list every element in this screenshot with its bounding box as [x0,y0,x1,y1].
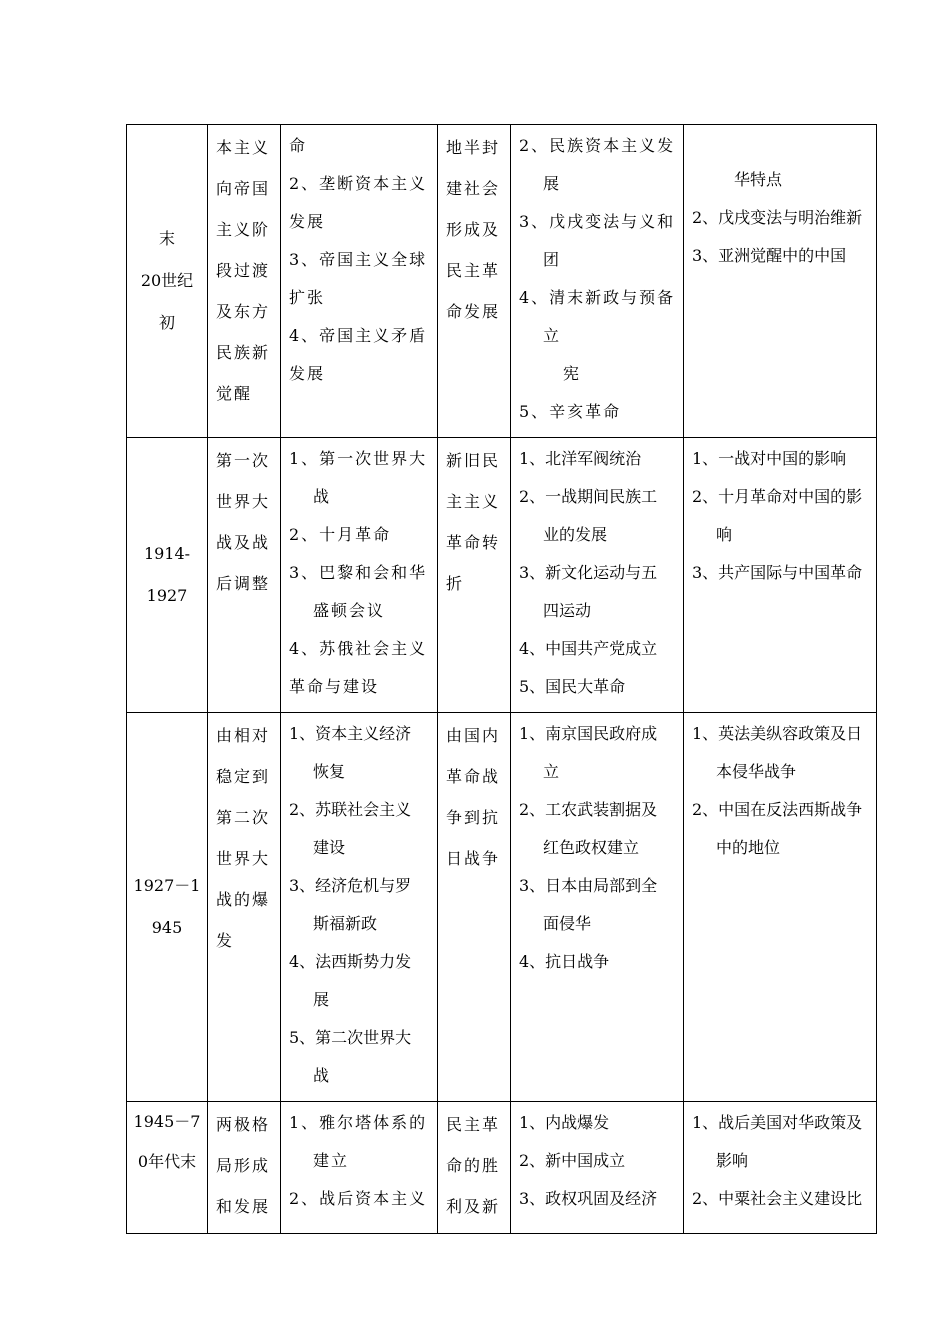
list-item: 4、苏俄社会主义 [289,639,428,658]
list-item: 1、资本主义经济 [289,724,412,743]
list-item: 1、北洋军阀统治 [519,449,642,468]
list-item: 立 [543,326,562,345]
china-items-cell [511,125,684,438]
list-item: 建立 [313,1151,350,1170]
stage-line: 主义阶 [216,220,271,239]
stage-line: 地半封 [446,138,501,157]
era-line: 1914- [143,544,191,563]
stage-line: 折 [446,574,465,593]
stage-line: 新旧民 [446,451,501,470]
list-item: 战 [313,487,332,506]
list-item: 3、巴黎和会和华 [289,563,428,582]
list-item: 2、民族资本主义发 [519,136,676,155]
list-item: 2、十月革命 [289,525,392,544]
stage-line: 发 [216,931,235,950]
era-cell [127,438,208,713]
table-row [127,713,877,1102]
list-item: 3、经济危机与罗 [289,876,412,895]
stage-line: 利及新 [446,1197,501,1216]
stage-line: 民族新 [216,343,271,362]
china-items-cell [511,713,684,1102]
list-item: 2、中国在反法西斯战争 [692,800,863,819]
stage-line: 向帝国 [216,179,271,198]
stage-line: 民主革 [446,261,501,280]
table-row [127,125,877,438]
list-item: 立 [543,762,560,781]
era-cell [127,125,208,438]
stage-line: 战及战 [216,533,271,552]
table-row [127,1102,877,1234]
era-cell [127,1102,208,1234]
china-stage-cell [438,1102,511,1234]
era-line: 初 [158,313,175,332]
world-stage-cell [208,438,281,713]
list-item: 华特点 [734,170,783,189]
list-item: 1、南京国民政府成 [519,724,658,743]
stage-line: 两极格 [216,1115,271,1134]
list-item: 发展 [289,212,326,231]
stage-line: 战的爆 [216,890,271,909]
list-item: 3、戊戌变法与义和 [519,212,676,231]
stage-line: 稳定到 [216,767,271,786]
stage-line: 建社会 [446,179,501,198]
list-item: 4、中国共产党成立 [519,639,658,658]
list-item: 4、法西斯势力发 [289,952,412,971]
list-item: 2、垄断资本主义 [289,174,428,193]
list-item: 5、国民大革命 [519,677,626,696]
era-line: 1927－1 [133,876,201,895]
stage-line: 命的胜 [446,1156,501,1175]
world-items-cell [281,438,438,713]
list-item: 2、十月革命对中国的影 [692,487,863,506]
stage-line: 局形成 [216,1156,271,1175]
list-item: 革命与建设 [289,677,380,696]
world-items-cell [281,713,438,1102]
list-item: 恢复 [313,762,346,781]
world-stage-cell [208,1102,281,1234]
list-item: 宪 [563,364,582,383]
china-stage-cell [438,713,511,1102]
list-item: 2、一战期间民族工 [519,487,658,506]
list-item: 3、政权巩固及经济 [519,1189,658,1208]
list-item: 2、中粟社会主义建设比 [692,1189,863,1208]
list-item: 展 [543,174,562,193]
history-outline-table [126,124,877,1234]
era-line: 945 [151,918,183,937]
era-line: 20世纪 [140,271,194,290]
list-item: 2、战后资本主义 [289,1189,428,1208]
list-item: 1、战后美国对华政策及 [692,1113,863,1132]
list-item: 中的地位 [716,838,781,857]
era-line: 末 [158,229,175,248]
stage-line: 第一次 [216,451,271,470]
list-item: 本侵华战争 [716,762,797,781]
list-item: 5、第二次世界大 [289,1028,412,1047]
china-stage-cell [438,125,511,438]
list-item: 3、日本由局部到全 [519,876,658,895]
stage-line: 世界大 [216,849,271,868]
stage-line: 形成及 [446,220,501,239]
world-items-cell [281,125,438,438]
stage-line: 世界大 [216,492,271,511]
stage-line: 日战争 [446,849,501,868]
stage-line: 后调整 [216,574,271,593]
stage-line: 革命转 [446,533,501,552]
list-item: 5、辛亥革命 [519,402,622,421]
world-stage-cell [208,125,281,438]
relations-cell [684,125,877,438]
list-item: 扩张 [289,288,326,307]
list-item: 盛顿会议 [313,601,386,620]
list-item: 命 [289,136,308,155]
relations-cell [684,713,877,1102]
era-line: 1927 [146,586,188,605]
list-item: 2、新中国成立 [519,1151,626,1170]
list-item: 展 [313,990,330,1009]
list-item: 3、帝国主义全球 [289,250,428,269]
relations-cell [684,438,877,713]
list-item: 响 [716,525,733,544]
list-item: 红色政权建立 [543,838,640,857]
list-item: 1、英法美纵容政策及日 [692,724,863,743]
stage-line: 觉醒 [216,384,253,403]
list-item: 3、亚洲觉醒中的中国 [692,246,847,265]
list-item: 影响 [716,1151,749,1170]
china-stage-cell [438,438,511,713]
stage-line: 本主义 [216,138,271,157]
list-item: 2、戊戌变法与明治维新 [692,208,863,227]
stage-line: 由相对 [216,726,271,745]
stage-line: 主主义 [446,492,501,511]
world-items-cell [281,1102,438,1234]
list-item: 面侵华 [543,914,592,933]
list-item: 1、雅尔塔体系的 [289,1113,428,1132]
list-item: 3、新文化运动与五 [519,563,658,582]
stage-line: 争到抗 [446,808,501,827]
list-item: 四运动 [543,601,592,620]
stage-line: 和发展 [216,1197,271,1216]
list-item: 斯福新政 [313,914,378,933]
list-item: 建设 [313,838,346,857]
china-items-cell [511,438,684,713]
stage-line: 革命战 [446,767,501,786]
list-item: 战 [313,1066,330,1085]
list-item: 1、第一次世界大 [289,449,428,468]
stage-line: 及东方 [216,302,271,321]
world-stage-cell [208,713,281,1102]
list-item: 发展 [289,364,326,383]
list-item: 4、抗日战争 [519,952,610,971]
era-line: 1945－7 [133,1112,201,1131]
stage-line: 民主革 [446,1115,501,1134]
list-item: 2、苏联社会主义 [289,800,412,819]
list-item: 团 [543,250,562,269]
relations-cell [684,1102,877,1234]
list-item: 业的发展 [543,525,608,544]
list-item: 1、一战对中国的影响 [692,449,847,468]
list-item: 1、内战爆发 [519,1113,610,1132]
list-item: 4、清末新政与预备 [519,288,676,307]
china-items-cell [511,1102,684,1234]
list-item: 4、帝国主义矛盾 [289,326,428,345]
stage-line: 由国内 [446,726,501,745]
era-line: 0年代末 [137,1152,197,1171]
stage-line: 命发展 [446,302,501,321]
list-item: 3、共产国际与中国革命 [692,563,863,582]
table-row [127,438,877,713]
list-item: 2、工农武装割据及 [519,800,658,819]
stage-line: 第二次 [216,808,271,827]
stage-line: 段过渡 [216,261,271,280]
era-cell [127,713,208,1102]
